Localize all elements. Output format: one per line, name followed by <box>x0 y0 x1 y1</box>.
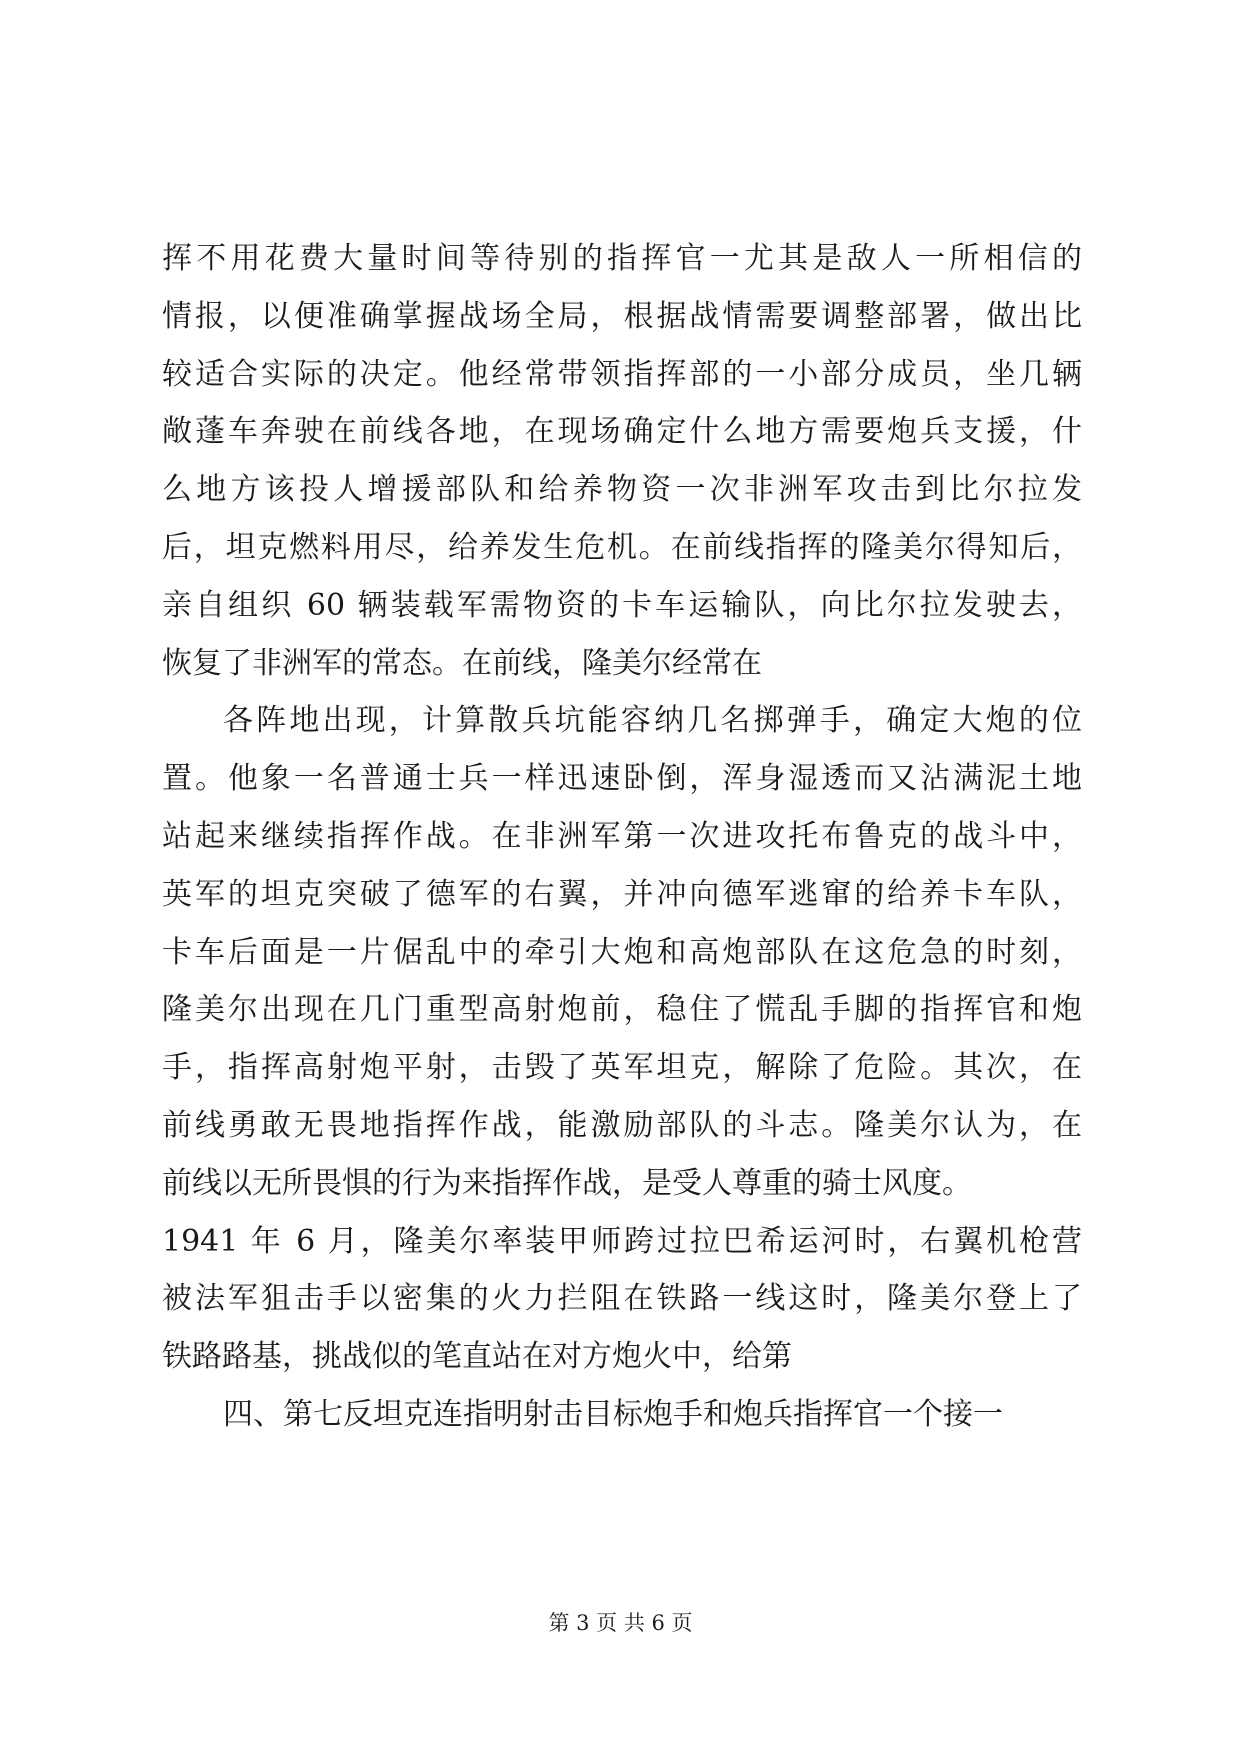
text-line: 铁路路基，挑战似的笔直站在对方炮火中，给第 <box>162 1339 792 1375</box>
text-line: 前线勇敢无畏地指挥作战，能激励部队的斗志。隆美尔认为，在 <box>162 1107 1082 1143</box>
text-line: 恢复了非洲军的常态。在前线，隆美尔经常在 <box>162 645 762 681</box>
text-line: 置。他象一名普通士兵一样迅速卧倒，浑身湿透而又沾满泥土地 <box>162 761 1082 797</box>
page-number: 第 3 页 共 6 页 <box>548 1611 693 1635</box>
text-line: 情报，以便准确掌握战场全局，根据战情需要调整部署，做出比 <box>162 298 1082 334</box>
text-line: 隆美尔出现在几门重型高射炮前，稳住了慌乱手脚的指挥官和炮 <box>162 992 1082 1028</box>
text-line: 前线以无所畏惧的行为来指挥作战，是受人尊重的骑士风度。 <box>162 1165 972 1201</box>
text-line: 挥不用花费大量时间等待别的指挥官一尤其是敌人一所相信的 <box>162 241 1082 276</box>
text-line: 较适合实际的决定。他经常带领指挥部的一小部分成员，坐几辆 <box>162 356 1082 392</box>
page-footer <box>0 1608 1241 1638</box>
text-line: 么地方该投人增援部队和给养物资一次非洲军攻击到比尔拉发 <box>162 472 1082 508</box>
body-text <box>162 230 1082 1444</box>
text-line: 亲自组织 60 辆装载军需物资的卡车运输队，向比尔拉发驶去， <box>162 587 1082 623</box>
text-line: 手，指挥高射炮平射，击毁了英军坦克，解除了危险。其次，在 <box>162 1050 1082 1086</box>
text-line: 后，坦克燃料用尽，给养发生危机。在前线指挥的隆美尔得知后， <box>162 529 1082 565</box>
text-line: 卡车后面是一片倨乱中的牵引大炮和高炮部队在这危急的时刻， <box>162 934 1082 970</box>
paragraph-first-line: 四、第七反坦克连指明射击目标炮手和炮兵指挥官一个接一 <box>223 1396 1003 1432</box>
text-line: 1941 年 6 月，隆美尔率装甲师跨过拉巴希运河时，右翼机枪营 <box>162 1223 1082 1259</box>
text-line: 英军的坦克突破了德军的右翼，并冲向德军逃窜的给养卡车队， <box>162 876 1082 912</box>
text-line: 被法军狙击手以密集的火力拦阻在铁路一线这时，隆美尔登上了 <box>162 1281 1082 1317</box>
text-line: 站起来继续指挥作战。在非洲军第一次进攻托布鲁克的战斗中， <box>162 818 1082 854</box>
paragraph-first-line: 各阵地出现，计算散兵坑能容纳几名掷弹手，确定大炮的位 <box>223 703 1082 739</box>
text-line: 敞蓬车奔驶在前线各地，在现场确定什么地方需要炮兵支援，什 <box>162 414 1082 450</box>
